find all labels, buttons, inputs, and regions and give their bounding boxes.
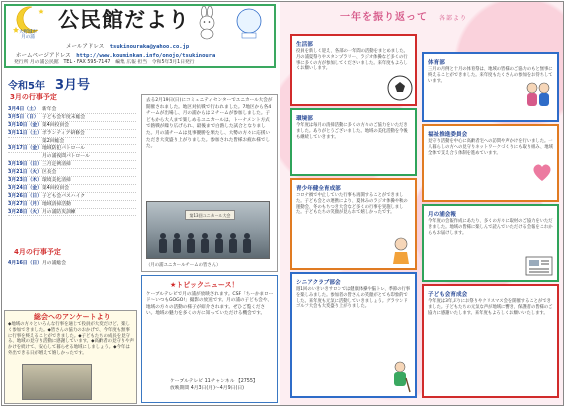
event-date: 3月24日（金）: [8, 185, 42, 191]
card-senior-club: シニアクラブ部会 週1回のいきいきサロンでは健康体操や脳トレ、季節の行事を楽しみました。参加者の皆さんの笑顔がとても印象的でした。来年度も元気に活動していきましょう。グラウンドゴルフ大会も大変盛り上がりました。: [290, 272, 417, 398]
event-banner: 第13回ユニカール大会: [185, 210, 235, 220]
rabbit-mascot-icon: [195, 6, 219, 40]
people-illustration: [153, 230, 265, 256]
list-item: [8, 114, 136, 122]
event-name: 地域防犯パトロール: [42, 146, 85, 152]
event-list: [8, 106, 136, 216]
card-welfare: 福祉推進委員会 見守り活動を中心に高齢者宅への訪問や声かけを行いました。一人暮らしの方への見守りネットワークづくりにも取り組み、地域全体で支え合う体制を進めています。: [422, 124, 559, 202]
broadcast-info: ケーブルテレビ 11チャンネル 【2755】 放映期間 4月3日(月)〜4月9日(日): [170, 379, 258, 391]
april-schedule-title: 4月の行事予定: [14, 248, 61, 256]
list-item: [8, 169, 136, 177]
card-youth: 青少年健全育成部 コロナ禍で中止していた行事も再開することができました。子ども会との連携により、夏休みのラジオ体操や秋の運動会、冬のもちつき大会など多くの行事を実施しました。子どもたちの笑顔が見られて嬉しかったです。: [290, 178, 417, 270]
card-newsletter: 月の浦会報 今年度の会報作成にあたり、多くの方々に取材のご協力をいただきました。地域の皆様に楽しんで読んでいただける会報をこれからもお届けします。: [422, 204, 559, 282]
list-item: [8, 201, 136, 209]
list-item: [8, 145, 136, 153]
event-name: 第4回役員会: [42, 122, 70, 128]
event-date: 3月23日（木）: [8, 178, 42, 184]
photo-caption: （月の浦ユニカールチームの皆さん）: [146, 263, 221, 268]
event-name: 第4回役員会: [42, 185, 70, 191]
event-date: 3月10日（金）: [8, 122, 42, 128]
topic-body: ケーブルテレビで月の浦が放映されます。CSF「ちーかまロード〜いつもGOGO!」撮影の放送です。月の浦の子ども会や、地域の方々の活動の様子が紹介されます。ぜひご覧ください。地域の魅力を多くの方に知っていただける機会です。: [146, 292, 274, 316]
event-name: 子ども会年度末総会: [42, 114, 86, 120]
event-name: 月の浦防災訓練: [42, 209, 76, 215]
card-children-association: 子ども会育成会 今年度は3年ぶりにお祭りやクリスマス会を開催することができました。子どもたちの元気な声が地域に響き、保護者の皆様のご協力に感謝いたします。来年度もよろしくお願いいたします。: [422, 284, 559, 398]
event-date: 3月28日（火）: [8, 209, 42, 215]
event-name: 月の浦夜間パトロール: [42, 154, 90, 160]
email-line: メールアドレス tsukinouraka@yahoo.co.jp: [66, 44, 190, 50]
child-icon: [388, 236, 414, 266]
survey-title: 総会へのアンケートより: [34, 313, 111, 321]
event-name: 三月定例清掃: [42, 162, 71, 168]
event-date: 3月26日（日）: [8, 193, 42, 199]
event-name: ボランティア研修会: [42, 130, 85, 136]
newsletter-title: 公民館だより: [58, 7, 190, 32]
event-date: 3月5日（日）: [8, 114, 39, 120]
year-review-title: 一年を振り返って 各部より: [340, 12, 468, 23]
list-item: [8, 209, 136, 217]
list-item: 4月16日（日） 月の浦総会: [8, 261, 66, 266]
event-date: 3月27日（月）: [8, 201, 42, 207]
report-body: 去る2月19日(日)にコミュニティセンターでユニカール大会が開催されました。地区対抗戦で行われました。7地区から各4チームが出場し、月の浦からは２チームが参加しました。子どもから大人まで楽しめるユニカールは、トーナメント方式で熱戦が繰り広げられ、最後まで白熱した試合となりました。月の浦チームは見事優勝を果たし、大勢の方々に応援いただき大変盛り上がりました。参加された皆様お疲れ様でした。: [146, 98, 273, 150]
survey-body: ◆地域の方々といろんな行事を通じて役員が大変だけど、楽しく参加できました。◆皆さんの協力のおかげで、今年度も無事に行事を終えることができました。◆子どもたちの成長を見守る、地域の見守り活動に感謝しています。◆高齢者の見守りや声かけを続けて、安心して暮らせる地域にしましょう。◆今年は外出できる日が増えて嬉しかったです。: [8, 322, 134, 356]
web-link[interactable]: http://www.kouminkan.info/onojo/tsukinoura: [76, 53, 216, 59]
unicurl-team-photo: [146, 201, 270, 259]
event-date: [8, 153, 42, 160]
event-name: 子ども会バスハイク: [42, 193, 86, 199]
issue-heading: 令和5年 3月号: [8, 78, 91, 93]
newspaper-icon: [524, 254, 554, 278]
event-date: 3月21日（火）: [8, 170, 42, 176]
district-name: 大野城市 月の浦: [19, 30, 37, 40]
list-item: [8, 122, 136, 130]
elderly-people-icon: [522, 80, 554, 110]
card-lifestyle: 生活部 役員を新しく迎え、各部の一年間の活動をまとめました。月の浦夏祭りやスタンプラリー、ラジオ体操など多くの行事に多くの方が参加してくださいました。来年度もよろしくお願いします。: [290, 34, 417, 106]
event-name: 第2回総会: [42, 138, 65, 144]
event-date: [8, 138, 42, 145]
list-item: [8, 138, 136, 146]
list-item: [8, 185, 136, 193]
senior-walking-icon: [386, 360, 414, 394]
card-environment: 環境部 今年度は毎月の清掃活動に多くの方々のご協力をいただきました。ありがとうございました。地域の美化活動を今後も継続していきます。: [290, 108, 417, 176]
event-date: 3月19日（日）: [8, 162, 42, 168]
list-item: [8, 130, 136, 138]
list-item: [8, 106, 136, 114]
soccer-ball-icon: [386, 74, 414, 102]
event-name: 地域清掃活動: [42, 201, 71, 207]
list-item: [8, 193, 136, 201]
list-item: [8, 153, 136, 161]
town-emblem-icon: [232, 6, 266, 40]
publisher-info: 発行所 月の浦公民館 TEL・FAX 595-7147 編集 広報 担当 令和5年3月1日発行: [14, 60, 195, 65]
march-schedule-title: 3月の行事予定: [10, 93, 57, 101]
event-date: 3月4日（土）: [8, 107, 39, 112]
list-item: [8, 177, 136, 185]
topic-title: ★トピックニュース！: [170, 281, 239, 289]
card-sports: 体育部 三月の月例と十月の体育祭は、地域の皆様のご協力のもと無事に終えることができました。来年度もたくさんの参加をお待ちしています。: [422, 52, 559, 122]
event-name: 環境美化清掃: [42, 178, 71, 184]
web-line: ホームページアドレス http://www.kouminkan.info/onojo/tsukinoura: [16, 53, 216, 59]
event-date: 3月17日（金）: [8, 146, 42, 152]
event-date: 3月11日（土）: [8, 130, 42, 136]
list-item: [8, 161, 136, 169]
event-name: 新年会: [42, 107, 57, 112]
event-name: 区長会: [42, 170, 57, 176]
heart-icon: [530, 160, 554, 184]
meeting-photo: [22, 364, 92, 400]
email-link[interactable]: tsukinouraka@yahoo.co.jp: [109, 44, 190, 50]
